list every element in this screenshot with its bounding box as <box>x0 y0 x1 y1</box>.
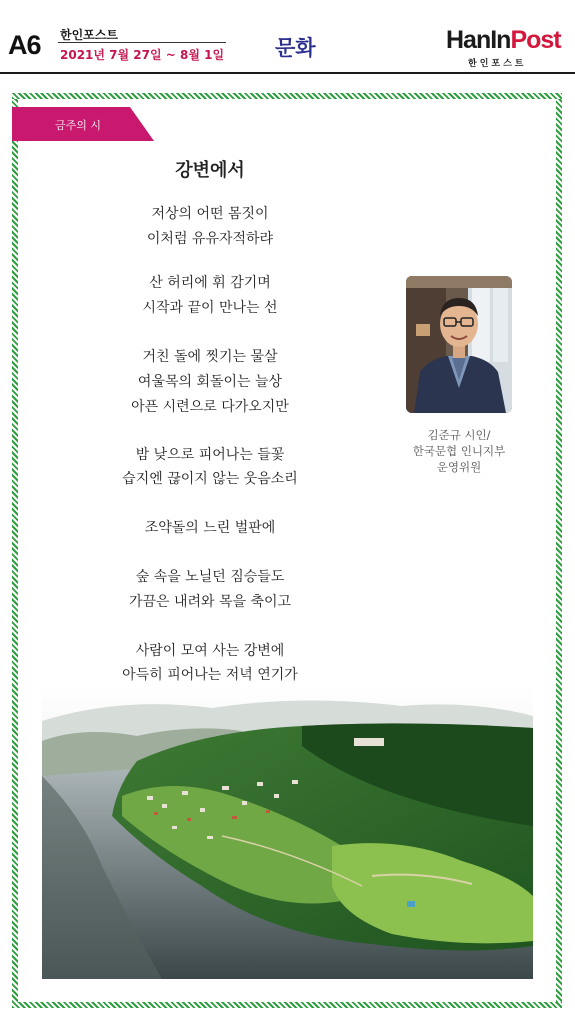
weekly-poem-tab-label: 금주의 시 <box>55 119 102 132</box>
riverside-aerial-photo <box>42 686 533 979</box>
author-caption-org: 한국문협 인니지부 <box>412 444 506 458</box>
logo-in: In <box>490 26 511 54</box>
logo-post: Post <box>510 26 561 54</box>
page-number: A6 <box>8 30 41 60</box>
publication-divider <box>58 42 226 43</box>
poem-line: 시작과 끝이 만나는 선 <box>142 300 278 316</box>
poem-title: 강변에서 <box>175 160 245 181</box>
author-caption-name: 김준규 시인/ <box>427 428 491 442</box>
poem-line: 숲 속을 노닐던 짐승들도 <box>135 569 285 585</box>
hanin-post-logo <box>446 26 568 70</box>
header-divider <box>0 72 575 74</box>
poem-line: 가끔은 내려와 목을 축이고 <box>128 594 292 610</box>
poem-line: 이처럼 유유자적하랴 <box>146 231 274 247</box>
poem-line: 거친 돌에 찟기는 물살 <box>142 349 278 365</box>
poem-line: 밤 낮으로 피어나는 들꽃 <box>135 447 285 463</box>
poem-line: 저상의 어떤 몸짓이 <box>151 206 269 222</box>
logo-subtitle: 한인포스트 <box>468 59 527 69</box>
poem-line: 여울목의 회돌이는 늘상 <box>137 374 283 390</box>
poem-line: 아픈 시련으로 다가오지만 <box>131 399 289 415</box>
author-caption-role: 운영위원 <box>436 460 482 474</box>
issue-date: 2021년 7월 27일 ~ 8월 1일 <box>60 48 225 62</box>
poem-line: 습지엔 끊이지 않는 웃음소리 <box>122 471 298 487</box>
poem-line: 조약돌의 느린 벌판에 <box>144 520 276 536</box>
poem-line: 사람이 모여 사는 강변에 <box>135 643 285 659</box>
poem-line: 아득히 피어나는 저녁 연기가 <box>122 667 298 683</box>
publication-name: 한인포스트 <box>60 28 118 42</box>
section-title: 문화 <box>275 36 316 60</box>
poem-line: 산 허리에 휘 감기며 <box>149 275 271 291</box>
author-portrait <box>406 276 512 413</box>
logo-han: Han <box>446 26 491 54</box>
